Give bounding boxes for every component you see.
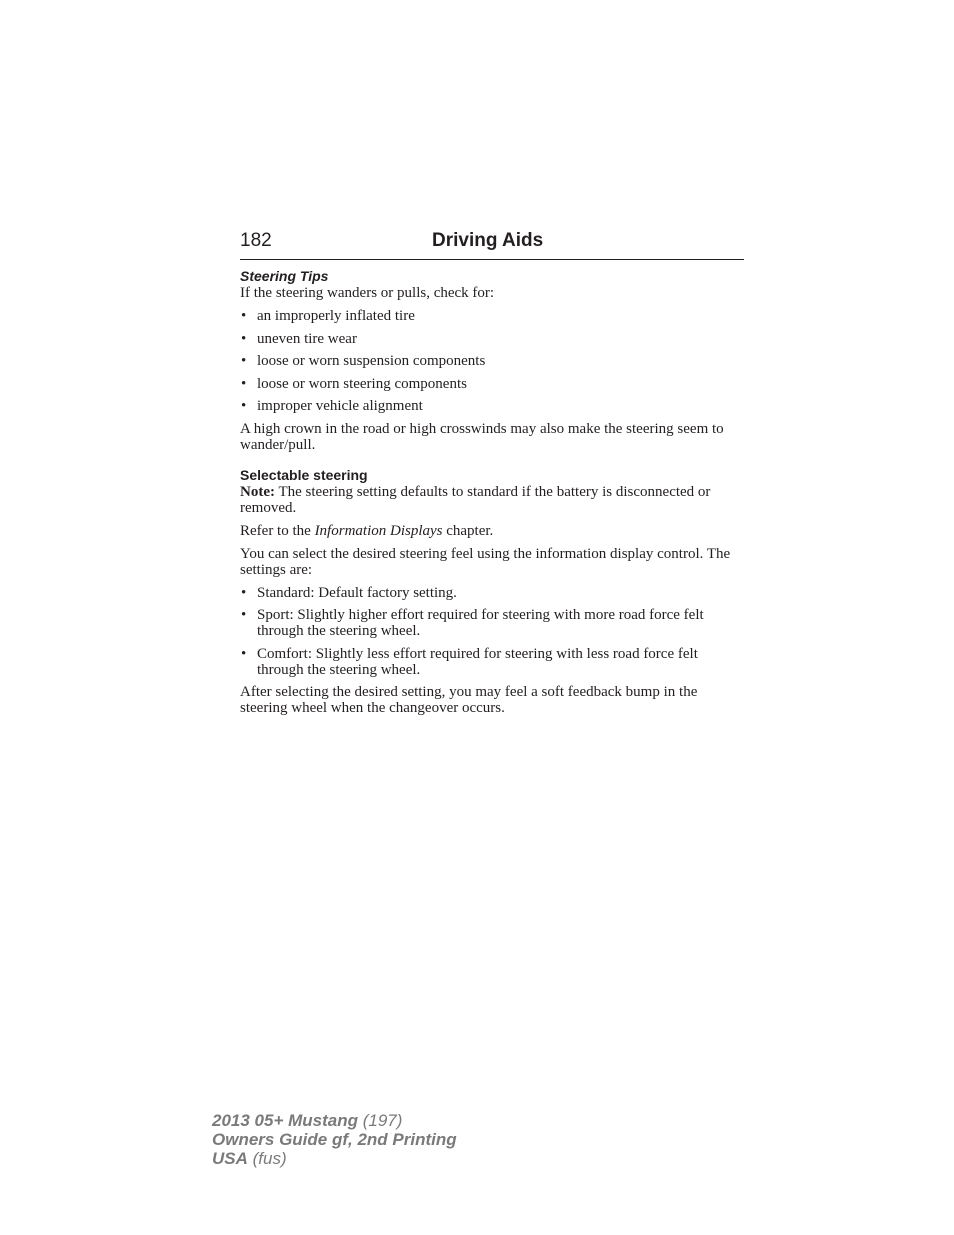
steering-tips-closing: A high crown in the road or high crosswinds may also make the steering seem to wander/pull. [240,420,724,453]
page-header [240,229,744,260]
note-paragraph [240,484,744,516]
bullet-icon: • [241,398,247,414]
selectable-steering-heading: Selectable steering [240,466,368,483]
select-paragraph: You can select the desired steering feel using the information display control. The settings are: [240,545,731,578]
list-item: • loose or worn suspension components [241,353,486,369]
bullet-icon: • [241,584,247,601]
chapter-reference: Information Displays [314,522,443,539]
bullet-icon: • [241,353,247,369]
steering-settings-list [240,585,744,678]
list-item: • Sport: Slightly higher effort required for steering with more road force felt through the steering wheel. [241,607,704,639]
list-item: • Comfort: Slightly less effort required for steering with less road force felt through the steering wheel. [241,645,698,678]
bullet-icon: • [241,308,247,324]
refer-paragraph: Refer to the Information Displays chapter. [240,522,494,539]
list-item: • loose or worn steering components [241,375,467,392]
note-label: Note: [240,483,275,500]
list-item: • an improperly inflated tire [241,308,415,324]
note-text: The steering setting defaults to standard if the battery is disconnected or removed. [240,483,711,516]
selectable-steering-closing: After selecting the desired setting, you may feel a soft feedback bump in the steering wheel when the changeover occurs. [240,684,698,716]
steering-tips-list [240,308,744,414]
list-item: • improper vehicle alignment [241,398,423,414]
print-footer [212,1111,457,1168]
bullet-icon: • [241,607,247,623]
page-content [240,267,744,723]
bullet-icon: • [241,330,247,347]
footer-line-2: Owners Guide gf, 2nd Printing [212,1130,457,1149]
bullet-icon: • [241,645,247,662]
page-number: 182 [240,230,272,251]
bullet-icon: • [241,375,247,392]
footer-line-1: 2013 05+ Mustang (197) [212,1111,403,1130]
list-item: • uneven tire wear [241,330,357,347]
steering-tips-heading: Steering Tips [240,268,329,284]
list-item: • Standard: Default factory setting. [241,584,457,601]
chapter-title: Driving Aids [432,230,544,251]
footer-line-3: USA (fus) [212,1149,287,1168]
steering-tips-intro: If the steering wanders or pulls, check for: [240,285,495,301]
